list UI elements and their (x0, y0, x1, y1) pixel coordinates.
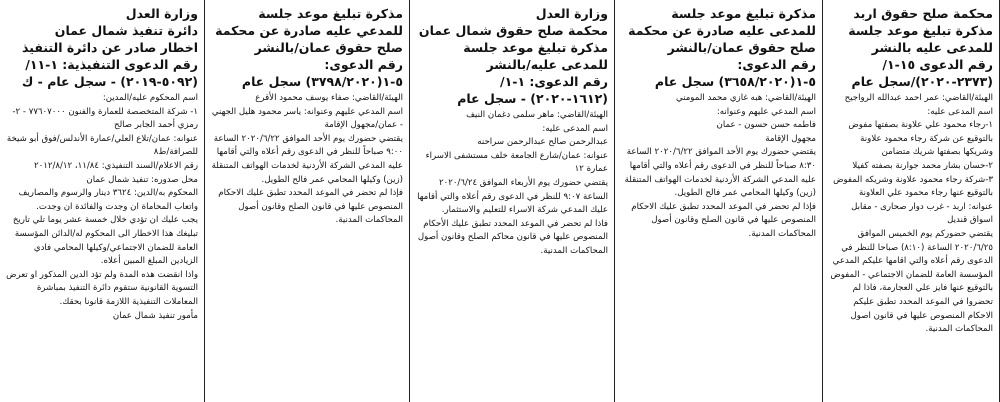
case-number: (٢٣٧٣-٢٠٢٠)/سجل عام (851, 74, 993, 89)
notice-title: للمدعى عليه صادرة عن محكمة (628, 23, 816, 38)
notice-header (6, 5, 198, 90)
notice-title: مذكرة تبليغ موعد جلسة (258, 6, 403, 21)
notice-paragraph: ٢-حسان بشار محمد جوارنة بصفته كفيلا (852, 160, 993, 171)
notice-paragraph: يجب عليك ان تؤدي خلال خمسة عشر يوما تلي تاريخ تبليغك هذا الاخطار الى المحكوم له/الدائن المؤسسة العامة للضمان الاجتماعي/وكيلها المحامي فادي الزيادين المبلغ المبين أعلاه. (12, 215, 198, 267)
notice-title: للمدعى عليه/بالنشر (486, 57, 608, 72)
notice-paragraph: يقتضي حضورك يوم الأحد الموافق ٢٠٢٠/٦/٢٢ الساعة ٩:٠٠ صباحاً للنظر في الدعوى رقم أعلاه والتي أقامها عليه المدعي الشركة الأردنية لخدمات الهواتف المتنقلة (زين) وكيلها المحامي عمر فالح الطويل. (211, 133, 403, 185)
notice-paragraph: واذا انقضت هذه المدة ولم تؤد الدين المذكور او تعرض التسوية القانونية ستقوم دائرة التنفيذ بمباشرة المعاملات التنفيذية اللازمة قانونا بحقك. (6, 269, 198, 307)
notice-paragraph: اسم المدعي عليهم وعنوانه: (716, 106, 816, 117)
notice-header (621, 5, 816, 90)
notice-paragraph: الهيئة/القاضي: ماهر سلمى دغمان النيف (466, 110, 608, 120)
notice-paragraph: يقتضي حضوركم يوم الخميس الموافق ٢٠٢٠/٦/٢٥ الساعة (٨:١٠) صباحا للنظر في الدعوى رقم أعلاه والتي اقامها عليكم المدعي المؤسسة العامة للضمان الاجتماعي - المفوض بالتوقيع عنها فايز علي العجارمة، فاذا لم تحضروا في الموعد المحدد تطبق عليكم الاحكام المنصوص عليها في قانون اصول المحاكمات المدنية. (830, 228, 993, 335)
notice-paragraph: فاطمه حسن حسون - عمان (716, 120, 816, 131)
notice-paragraph: عبدالرحمن صالح عبدالرحمن سراحنه (477, 137, 608, 148)
notice-paragraph: رقم الاعلام/السند التنفيذي: ١١/٨٤، ٢٠١٢/٨/١٢ (34, 160, 198, 171)
notice-title: مذكرة تبليغ موعد جلسة (848, 23, 993, 38)
notice-paragraph: يقتضي حضورك يوم الأربعاء الموافق ٢٠٢٠/٦/٢٤ الساعة ٩:٠٧ للنظر في الدعوى رقم أعلاه والتي أقامها عليك المدعي شركة الاسراء للتعليم والاستثمار. (417, 177, 608, 216)
notice-paragraph: عنوانه: عمان/شارع الجامعة خلف مستشفى الاسراء عمارة ١٢ (425, 150, 608, 175)
notice-paragraph: يقتضي حضورك يوم الأحد الموافق ٢٠٢٠/٦/٢٢ الساعة ٨:٣٠ صباحاً للنظر في الدعوى رقم أعلاه والتي أقامها عليه المدعي الشركة الأردنية لخدمات الهواتف المتنقلة (زين) وكيلها المحامي عمر فالح الطويل. (624, 147, 816, 199)
case-number: ٥-١(٣٧٩٨/٢٠٢٠) سجل عام (241, 74, 403, 89)
notice-body (211, 92, 403, 228)
notice-north-amman-court (409, 0, 614, 402)
signature-line: مأمور تنفيذ شمال عمان (112, 310, 198, 321)
notice-paragraph: فاذا لم تحضر في الموعد المحدد تطبق عليك الأحكام المنصوص عليها في قانون محاكم الصلح وقانون أصول المحاكمات المدنية. (417, 218, 608, 256)
notice-paragraph: الهيئة/القاضي: صفاء يوسف محمود الأقرع (255, 93, 403, 103)
notice-header (829, 5, 993, 90)
notice-north-amman-execution (0, 0, 204, 402)
court-name: صلح حقوق عمان/بالنشر (254, 40, 403, 55)
ministry-name: وزارة العدل (125, 6, 198, 21)
notice-paragraph: ١-رجاء محمود علي علاونة بصفتها مفوض بالتوقيع عن شركة رجاء محمود علاونة وشريكها بصفتها شريك متضامن (848, 120, 993, 158)
notice-paragraph: مجهول الإقامة (765, 133, 816, 144)
case-number: رقم الدعوى: (324, 57, 403, 72)
notice-paragraph: عنوانه: اربد - غرب دوار صحارى - مقابل اسواق قنديل (851, 201, 993, 226)
department-name: دائرة تنفيذ شمال عمان (54, 23, 198, 38)
ministry-name: وزارة العدل (535, 6, 608, 21)
notice-amman-court-3798 (204, 0, 409, 402)
notice-header (416, 5, 608, 107)
case-number: رقم الدعوى التنفيذية: ١-١١/ (25, 57, 198, 72)
notice-paragraph: محل صدوره: تنفيذ شمال عمان (86, 174, 198, 185)
notice-paragraph: الهيئة/القاضي: عمر احمد عبدالله الرواجيح (844, 93, 993, 103)
case-number: رقم الدعوى: (737, 57, 816, 72)
notice-paragraph: اسم المحكوم عليه/المدين: (102, 93, 198, 103)
notice-body (6, 92, 198, 323)
notice-irbid-court (822, 0, 1000, 402)
notice-header (211, 5, 403, 90)
notice-paragraph: الهيئة/القاضي: هبه غازي محمد المومني (675, 93, 816, 103)
notice-title: للمدعى عليه بالنشر (871, 40, 993, 55)
notice-paragraph: عنوانه: عمان/تلاع العلي/عمارة الأندلس/فوق أبو شيخة للصرافة/ط٨ (6, 133, 198, 158)
notice-paragraph: فإذا لم تحضر في الموعد المحدد تطبق عليك الاحكام المنصوص عليها في قانون الصلح وقانون أصول المحاكمات المدنية. (218, 188, 403, 226)
case-number: رقم الدعوى ١٥-١/ (882, 57, 993, 72)
court-name: محكمة صلح حقوق اربد (853, 6, 993, 21)
notice-paragraph: ١- شركة المتخصصة للعمارة والفنون ٧٧٦٠٧٠٠٠ - ٢- رمزي أحمد الجابر صالح (12, 106, 198, 131)
case-number: رقم الدعوى: ١-١/ (500, 74, 608, 89)
notice-title: مذكرة تبليغ موعد جلسة (671, 6, 816, 21)
notice-title: مذكرة تبليغ موعد جلسة (463, 40, 608, 55)
court-name: صلح حقوق عمان/بالنشر (667, 40, 816, 55)
notice-body (829, 92, 993, 337)
notice-paragraph: اسم المدعى عليه: (542, 123, 608, 134)
case-number: (١٦١٢-٢٠٢٠) - سجل عام (457, 91, 608, 106)
notice-title: اخطار صادر عن دائرة التنفيذ (22, 40, 198, 55)
notice-paragraph: اسم المدعى عليه: (927, 106, 993, 117)
case-number: (٥٠٩٢-٢٠١٩) - سجل عام - ك (21, 74, 198, 89)
notice-body (621, 92, 816, 242)
notice-paragraph: المحكوم به/الدين: ٣٦٢٤ دينار والرسوم والمصاريف واتعاب المحاماة ان وجدت والفائدة ان وجدت. (18, 188, 198, 212)
notice-paragraph: ٣-شركة رجاء محمود علاونة وشريكه المفوض بالتوقيع عنها رجاء محمود علي العلاونة (833, 174, 993, 199)
notice-title: للمدعي عليه صادرة عن محكمة (215, 23, 403, 38)
notice-paragraph: اسم المدعي عليهم وعنوانه: ياسر محمود هليل الجهني - عمان/مجهول الإقامة (211, 106, 403, 131)
notice-amman-court-3658 (614, 0, 822, 402)
notice-paragraph: فإذا لم تحضر في الموعد المحدد تطبق عليك الاحكام المنصوص عليها في قانون الصلح وقانون أصول المحاكمات المدنية. (631, 201, 816, 239)
case-number: ٥-١(٣٦٥٨/٢٠٢٠) سجل عام (654, 74, 816, 89)
notice-body (416, 109, 608, 259)
court-name: محكمة صلح حقوق شمال عمان (418, 23, 608, 38)
